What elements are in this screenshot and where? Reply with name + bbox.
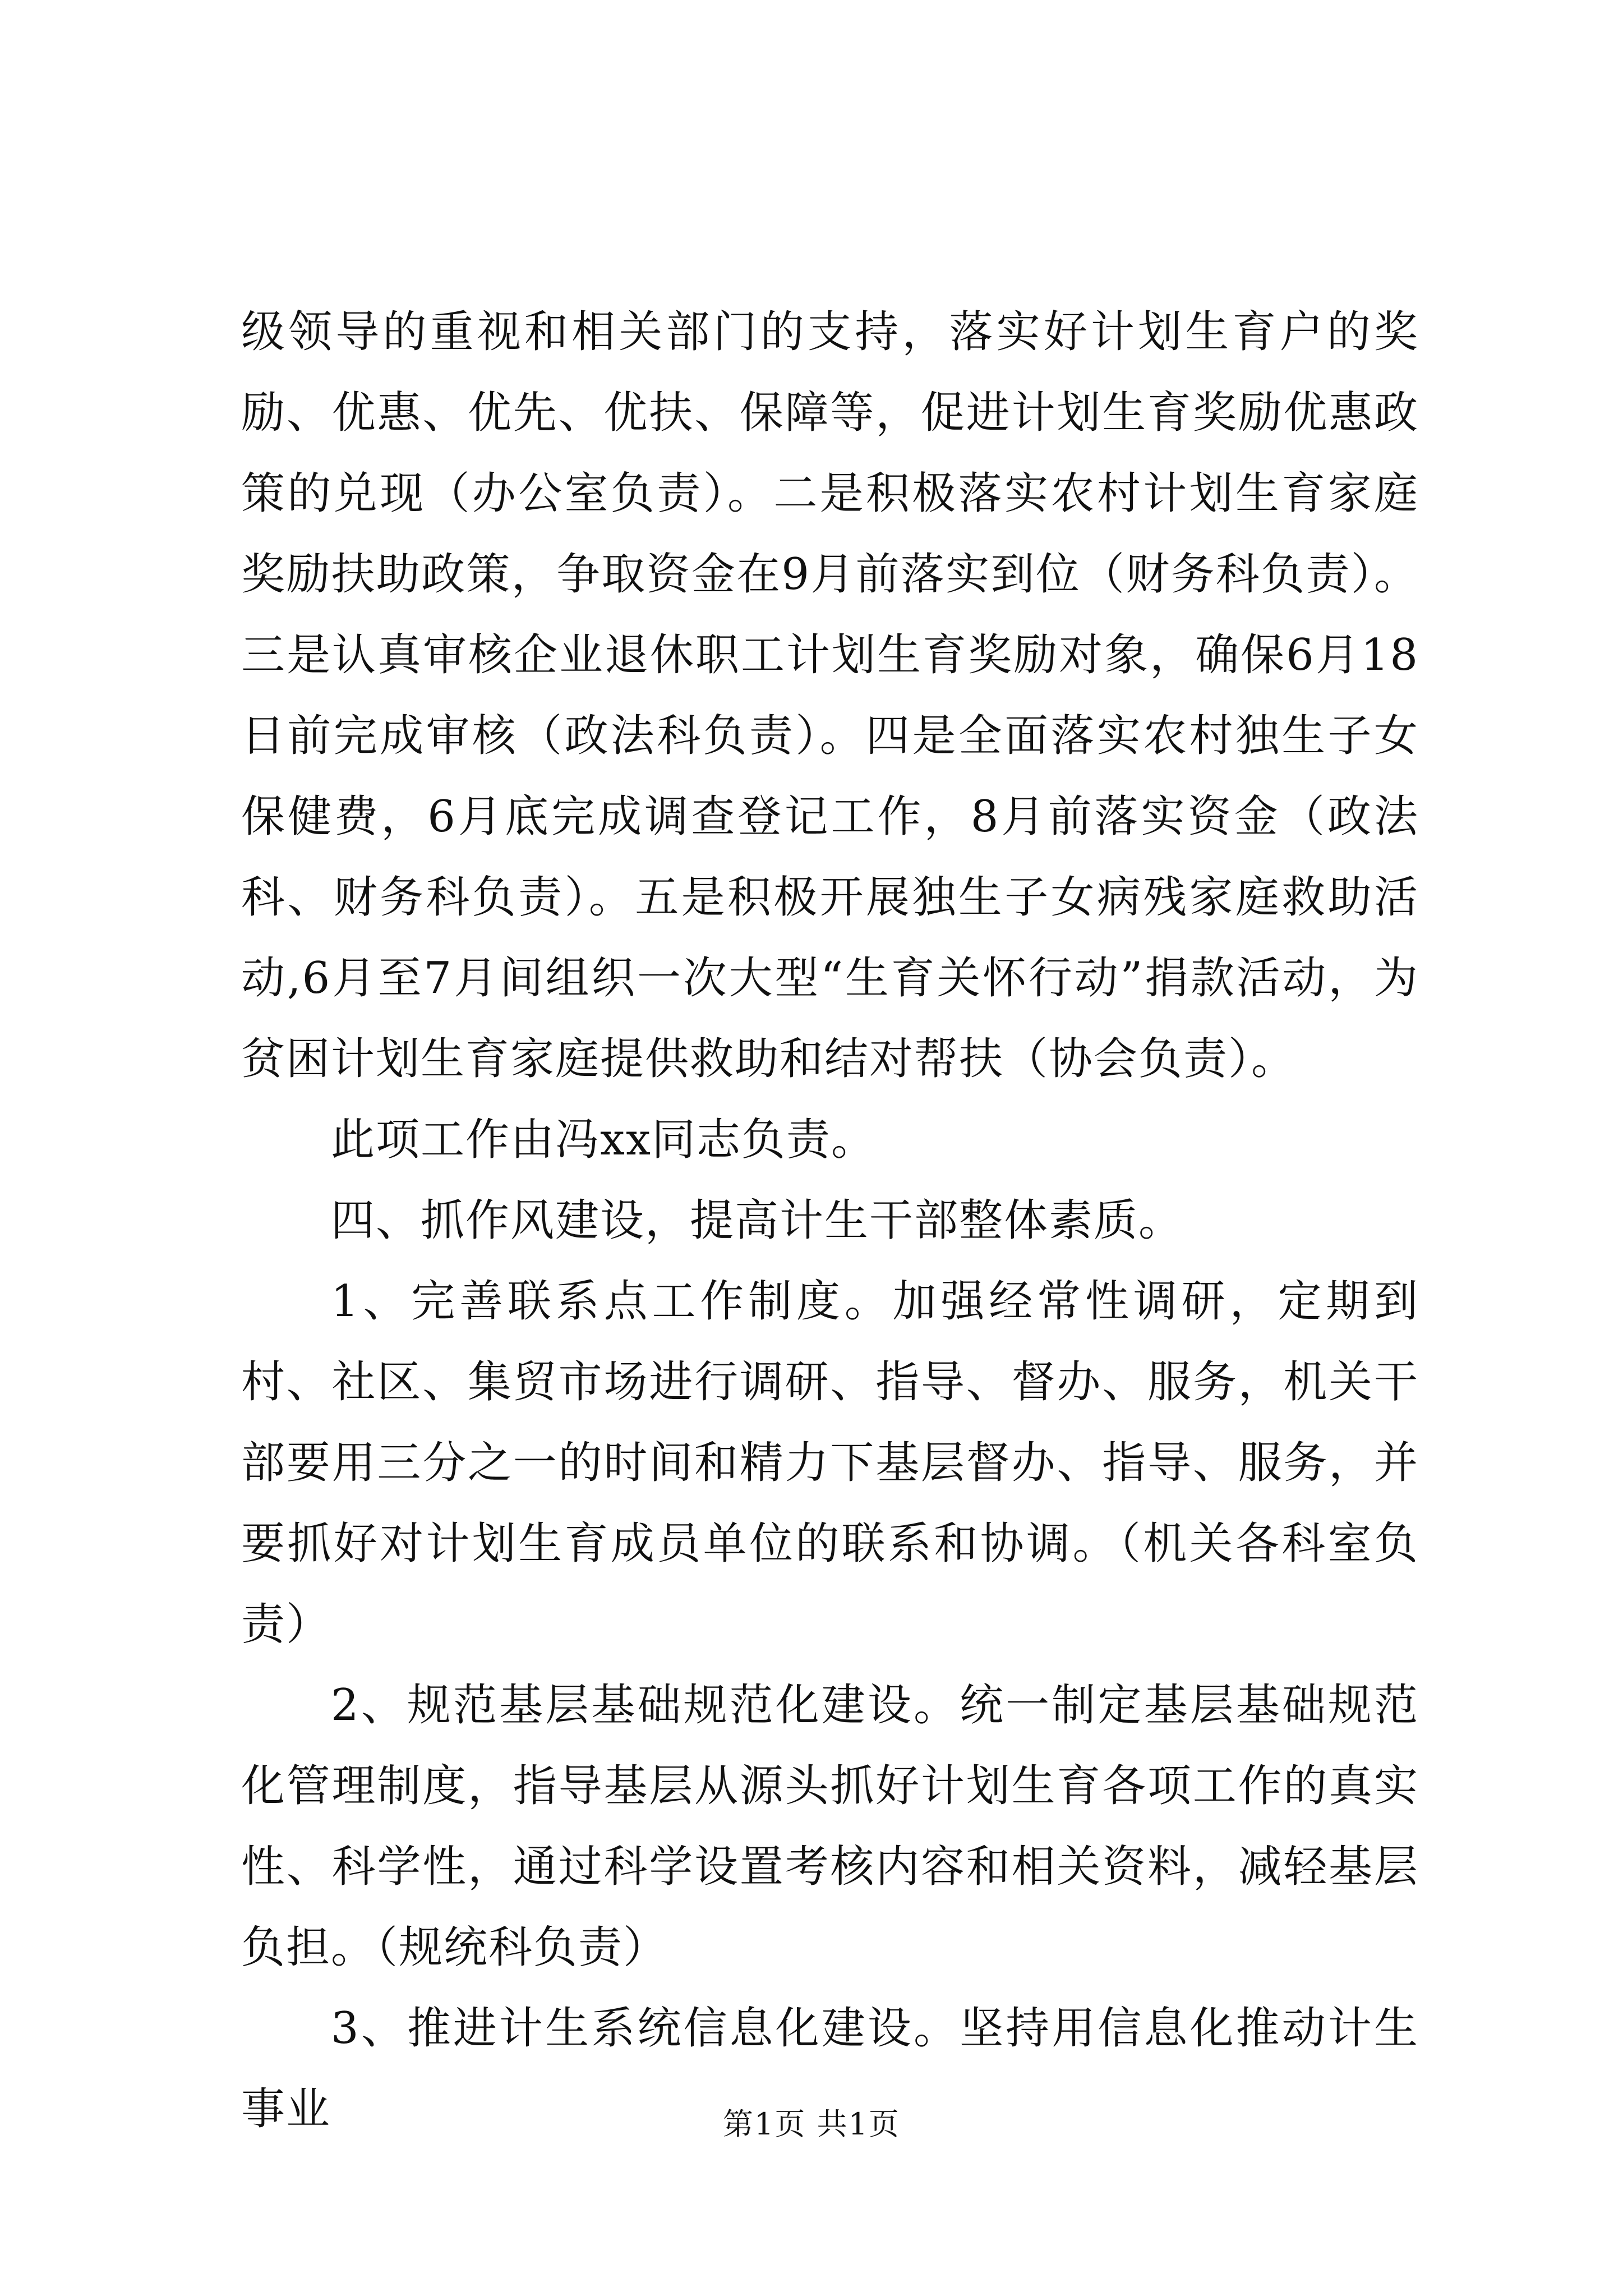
document-body [241, 292, 1419, 2150]
section-heading-four: 四、抓作风建设，提高计生干部整体素质。 [331, 1195, 1184, 1246]
page-footer: 第1页 共1页 [723, 2106, 900, 2142]
paragraph-continuation: 级领导的重视和相关部门的支持，落实好计划生育户的奖励、优惠、优先、优扶、保障等，促进计划生育奖励优惠政策的兑现（办公室负责）。二是积极落实农村计划生育家庭奖励扶助政策，争取资金在9月前落实到位（财务科负责）。三是认真审核企业退休职工计划生育奖励对象，确保6月18日前完成审核（政法科负责）。四是全面落实农村独生子女保健费，6月底完成调查登记工作，8月前落实资金（政法科、财务科负责）。五是积极开展独生子女病残家庭救助活动,6月至7月间组织一次大型“生育关怀行动”捐款活动，为贫困计划生育家庭提供救助和结对帮扶（协会负责）。 [241, 307, 1419, 1084]
paragraph-item-3: 3、推进计生系统信息化建设。坚持用信息化推动计生事业 [241, 2003, 1419, 2134]
paragraph-item-2: 2、规范基层基础规范化建设。统一制定基层基础规范化管理制度，指导基层从源头抓好计划生育各项工作的真实性、科学性，通过科学设置考核内容和相关资料，减轻基层负担。（规统科负责） [241, 1680, 1419, 1973]
paragraph-responsible-person: 此项工作由冯xx同志负责。 [331, 1115, 876, 1165]
paragraph-item-1: 1、完善联系点工作制度。加强经常性调研，定期到村、社区、集贸市场进行调研、指导、督办、服务，机关干部要用三分之一的时间和精力下基层督办、指导、服务，并要抓好对计划生育成员单位的联系和协调。（机关各科室负责） [241, 1276, 1419, 1650]
